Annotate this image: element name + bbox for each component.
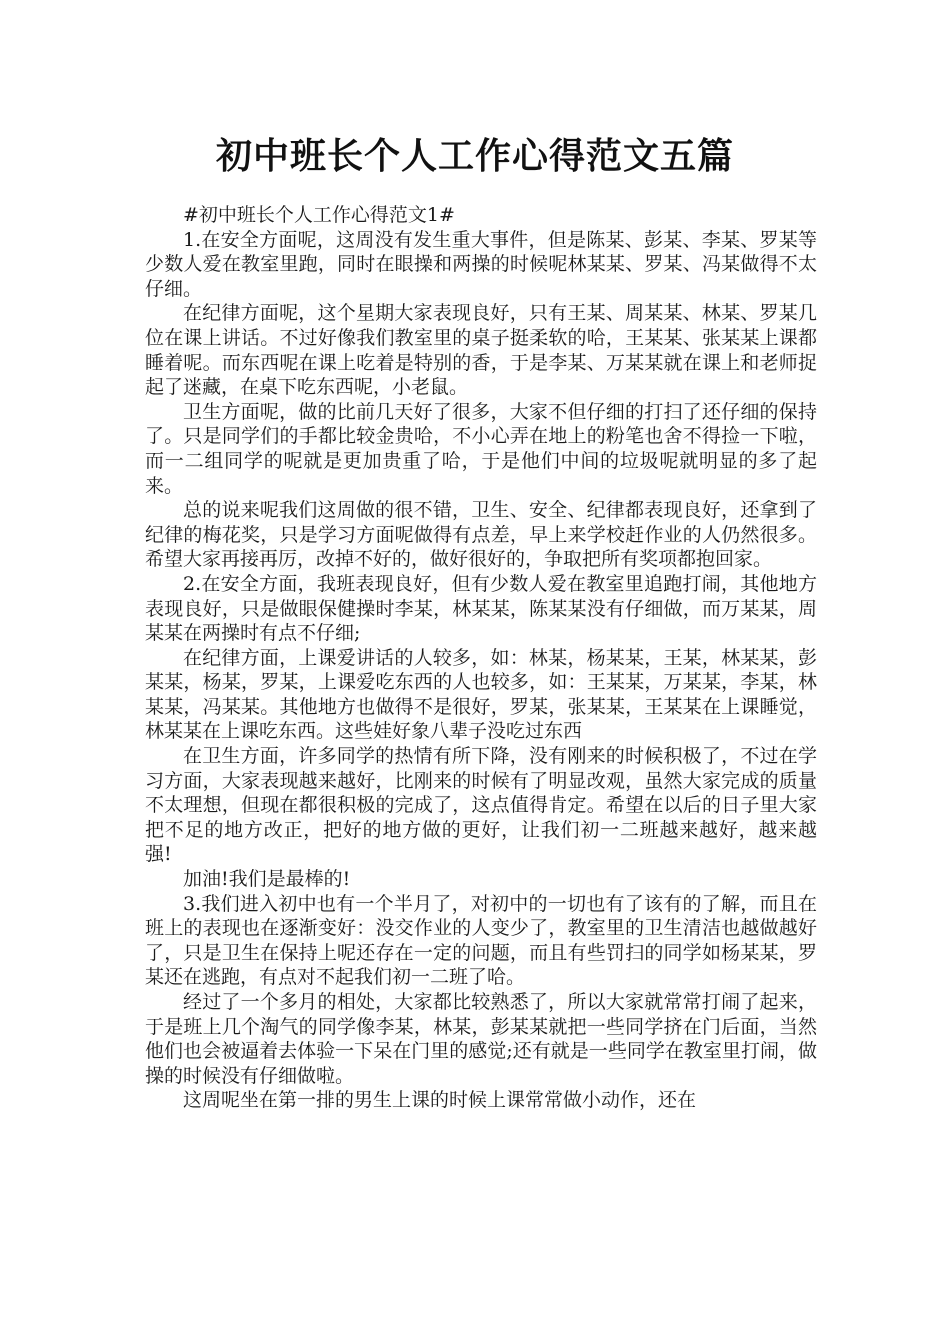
body-paragraph: 在纪律方面，上课爱讲话的人较多，如：林某，杨某某，王某，林某某，彭某某，杨某，罗某，上课爱吃东西的人也较多，如：王某某，万某某，李某，林某某，冯某某。其他地方也做得不是很好，罗某，张某某，王某某在上课睡觉，林某某在上课吃东西。这些娃好象八辈子没吃过东西: [145, 646, 817, 743]
body-paragraph: 3.我们进入初中也有一个半月了，对初中的一切也有了该有的了解，而且在班上的表现也在逐渐变好：没交作业的人变少了，教室里的卫生清洁也越做越好了，只是卫生在保持上呢还存在一定的问题，而且有些罚扫的同学如杨某某，罗某还在逃跑，有点对不起我们初一二班了哈。: [145, 892, 817, 989]
document-title: 初中班长个人工作心得范文五篇: [215, 135, 734, 177]
body-paragraph: 2.在安全方面，我班表现良好，但有少数人爱在教室里追跑打闹，其他地方表现良好，只是做眼保健操时李某，林某某，陈某某没有仔细做，而万某某，周某某在两操时有点不仔细;: [145, 572, 817, 645]
document-body: [145, 203, 817, 1113]
body-paragraph: 总的说来呢我们这周做的很不错，卫生、安全、纪律都表现良好，还拿到了纪律的梅花奖，只是学习方面呢做得有点差，早上来学校赶作业的人仍然很多。希望大家再接再厉，改掉不好的，做好很好的，争取把所有奖项都抱回家。: [145, 499, 817, 571]
body-paragraph: 经过了一个多月的相处，大家都比较熟悉了，所以大家就常常打闹了起来，于是班上几个淘气的同学像李某，林某，彭某某就把一些同学挤在门后面，当然他们也会被逼着去体验一下呆在门里的感觉;还有就是一些同学在教室里打闹，做操的时候没有仔细做啦。: [145, 991, 817, 1087]
body-paragraph: 1.在安全方面呢，这周没有发生重大事件，但是陈某、彭某、李某、罗某等少数人爱在教室里跑，同时在眼操和两操的时候呢林某某、罗某、冯某做得不太仔细。: [145, 228, 817, 300]
section-heading: #初中班长个人工作心得范文1#: [183, 204, 455, 226]
body-paragraph: 加油!我们是最棒的!: [183, 868, 351, 891]
body-paragraph: 在纪律方面呢，这个星期大家表现良好，只有王某、周某某、林某、罗某几位在课上讲话。不过好像我们教室里的桌子挺柔软的哈，王某某、张某某上课都睡着呢。而东西呢在课上吃着是特别的香，于是李某、万某某就在课上和老师捉起了迷藏，在桌下吃东西呢，小老鼠。: [145, 302, 817, 399]
body-paragraph: 在卫生方面，许多同学的热情有所下降，没有刚来的时候积极了，不过在学习方面，大家表现越来越好，比刚来的时候有了明显改观，虽然大家完成的质量不太理想，但现在都很积极的完成了，这点值得肯定。希望在以后的日子里大家把不足的地方改正，把好的地方做的更好，让我们初一二班越来越好，越来越强!: [145, 745, 817, 866]
body-paragraph: 卫生方面呢，做的比前几天好了很多，大家不但仔细的打扫了还仔细的保持了。只是同学们的手都比较金贵哈，不小心弄在地上的粉笔也舍不得捡一下啦，而一二组同学的呢就是更加贵重了哈，于是他们中间的垃圾呢就明显的多了起来。: [145, 400, 817, 497]
body-paragraph: 这周呢坐在第一排的男生上课的时候上课常常做小动作，还在: [183, 1089, 697, 1112]
